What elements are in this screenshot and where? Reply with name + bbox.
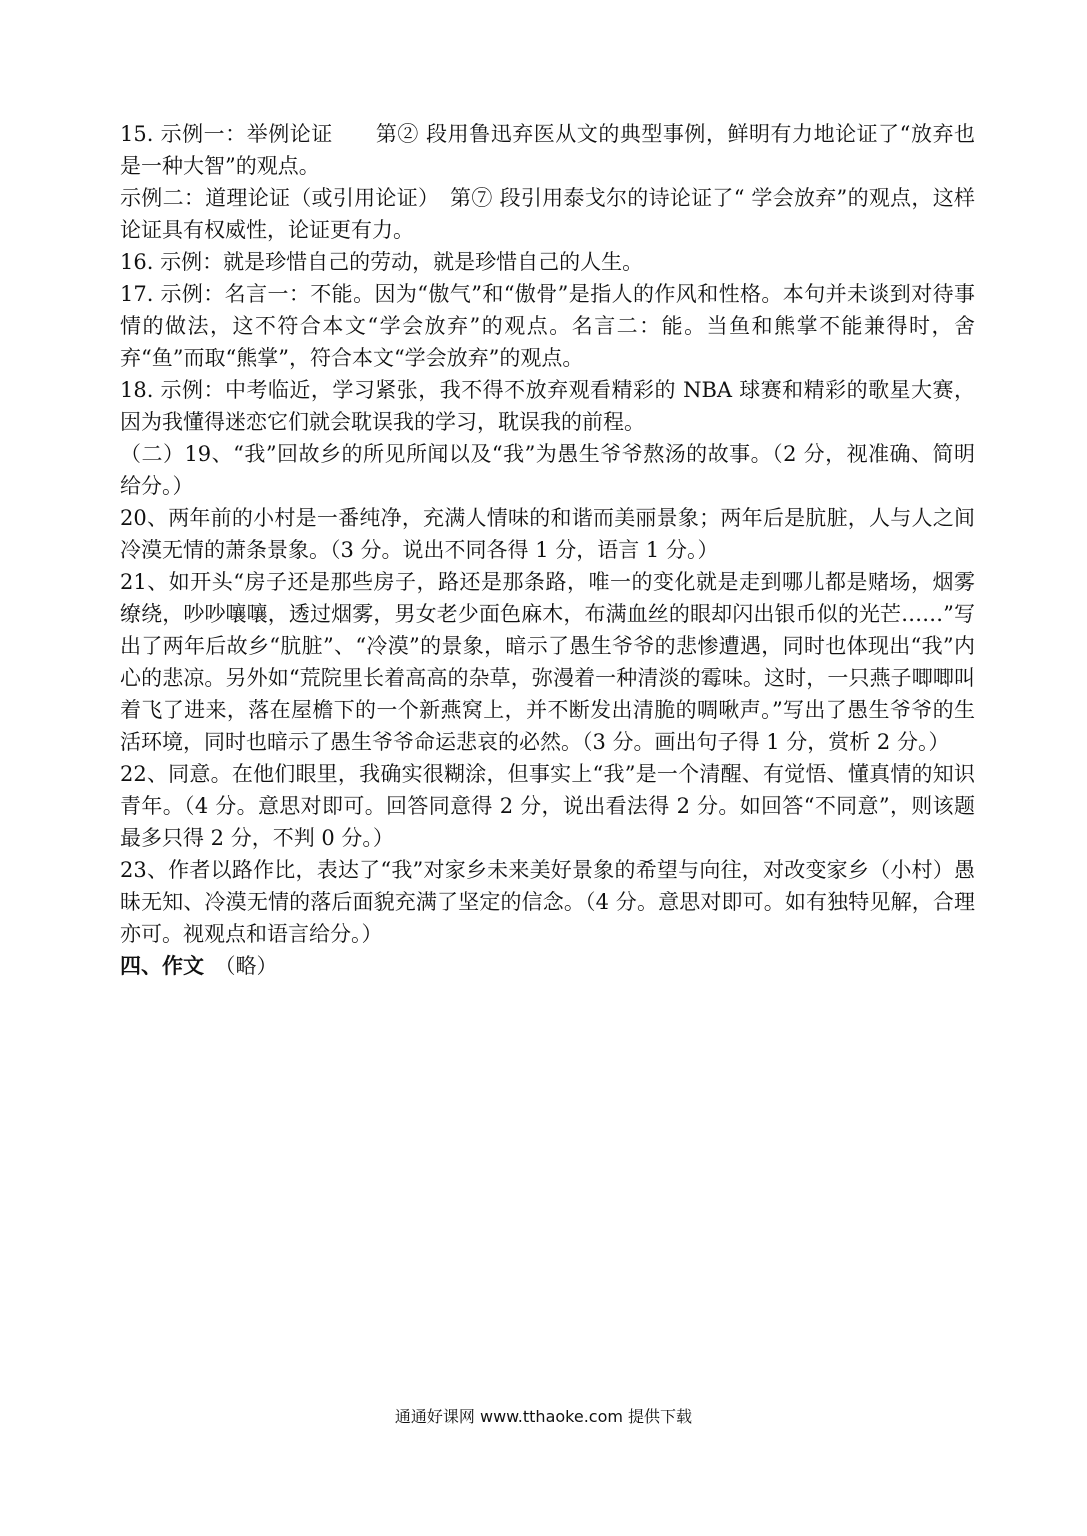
section-heading-text: 四、作文 — [120, 953, 204, 978]
answer-22: 22、同意。在他们眼里，我确实很糊涂，但事实上“我”是一个清醒、有觉悟、懂真情的知识青年。（4 分。意思对即可。回答同意得 2 分，说出看法得 2 分。如回答“不同意”，则该题最多只得 2 分，不判 0 分。） — [120, 762, 975, 850]
answer-19: （二）19、“我”回故乡的所见所闻以及“我”为愚生爷爷熬汤的故事。（2 分，视准确、简明给分。） — [120, 442, 975, 498]
answer-23: 23、作者以路作比，表达了“我”对家乡未来美好景象的希望与向往，对改变家乡（小村）愚昧无知、冷漠无情的落后面貌充满了坚定的信念。（4 分。意思对即可。如有独特见解，合理亦可。视观点和语言给分。） — [120, 858, 975, 946]
answer-17: 17. 示例：名言一：不能。因为“傲气”和“傲骨”是指人的作风和性格。本句并未谈到对待事情的做法，这不符合本文“学会放弃”的观点。名言二：能。当鱼和熊掌不能兼得时，舍弃“鱼”而取“熊掌”，符合本文“学会放弃”的观点。 — [120, 282, 975, 370]
answer-15-example-1: 15. 示例一：举例论证 第② 段用鲁迅弃医从文的典型事例，鲜明有力地论证了“放弃也是一种大智”的观点。 — [120, 122, 975, 178]
answer-18: 18. 示例：中考临近，学习紧张，我不得不放弃观看精彩的 NBA 球赛和精彩的歌星大赛，因为我懂得迷恋它们就会耽误我的学习，耽误我的前程。 — [120, 378, 975, 434]
section-heading-composition — [120, 950, 975, 982]
answer-21: 21、如开头“房子还是那些房子，路还是那条路，唯一的变化就是走到哪儿都是赌场，烟雾缭绕，吵吵嚷嚷，透过烟雾，男女老少面色麻木，布满血丝的眼却闪出银币似的光芒……”写出了两年后故乡“肮脏”、“冷漠”的景象，暗示了愚生爷爷的悲惨遭遇，同时也体现出“我”内心的悲凉。另外如“荒院里长着高高的杂草，弥漫着一种清淡的霉味。这时，一只燕子唧唧叫着飞了进来，落在屋檐下的一个新燕窝上，并不断发出清脆的啁啾声。”写出了愚生爷爷的生活环境，同时也暗示了愚生爷爷命运悲哀的必然。（3 分。画出句子得 1 分，赏析 2 分。） — [120, 570, 975, 754]
page-footer: 通通好课网 www.tthaoke.com 提供下载 — [394, 1407, 693, 1426]
answer-20: 20、两年前的小村是一番纯净，充满人情味的和谐而美丽景象；两年后是肮脏，人与人之间冷漠无情的萧条景象。（3 分。说出不同各得 1 分，语言 1 分。） — [120, 506, 975, 562]
section-heading-note: （略） — [225, 954, 278, 978]
answer-15-example-2: 示例二：道理论证（或引用论证） 第⑦ 段引用泰戈尔的诗论证了“ 学会放弃”的观点，这样论证具有权威性，论证更有力。 — [120, 186, 975, 242]
answer-16: 16. 示例：就是珍惜自己的劳动，就是珍惜自己的人生。 — [120, 250, 644, 274]
answer-key-body — [120, 118, 975, 982]
